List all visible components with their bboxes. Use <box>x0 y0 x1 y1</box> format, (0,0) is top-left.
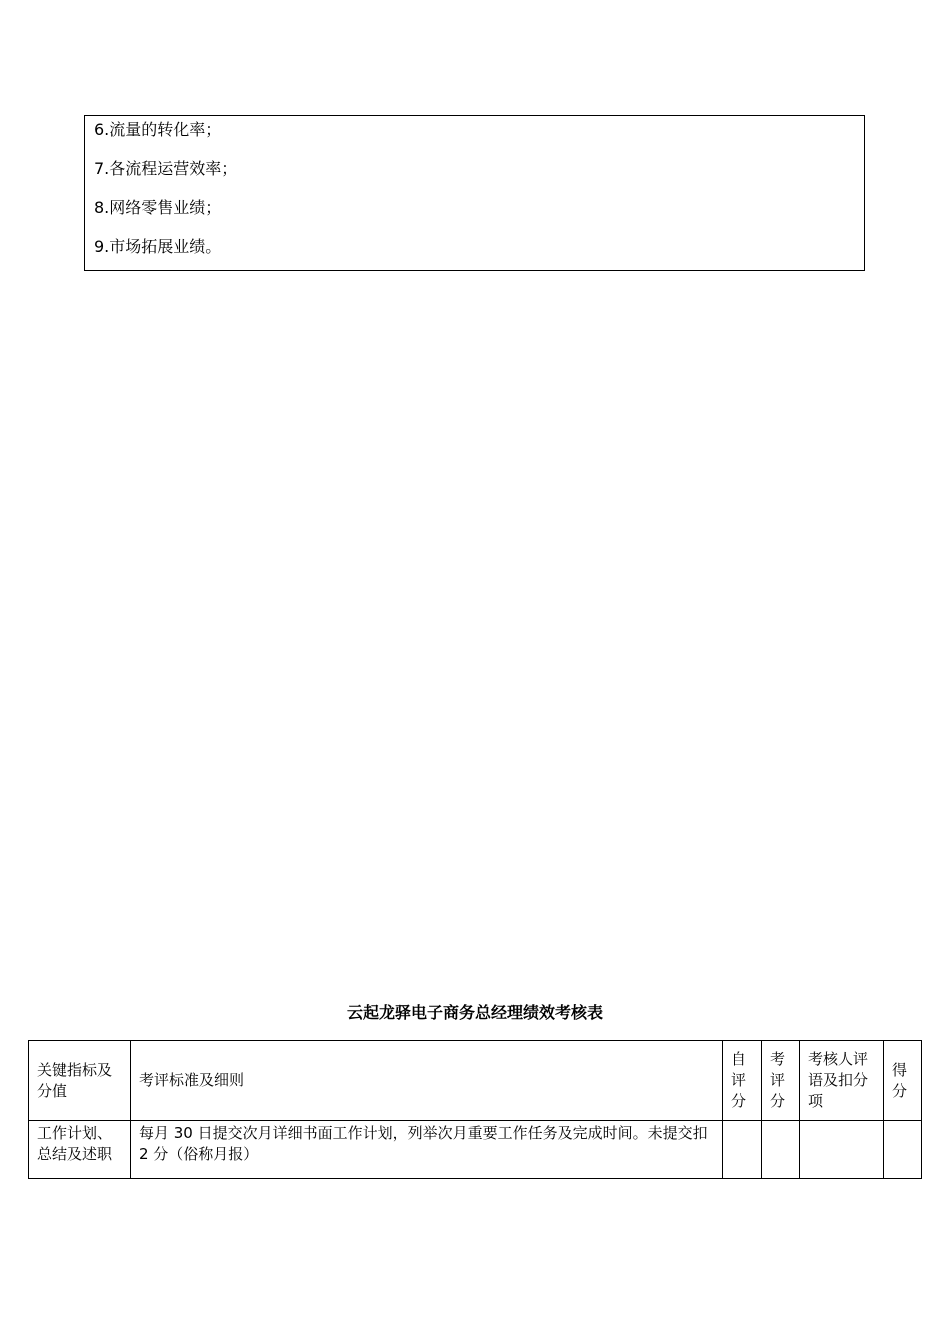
header-review-score: 考评分 <box>762 1041 800 1121</box>
header-kpi: 关键指标及分值 <box>29 1041 131 1121</box>
header-comments: 考核人评语及扣分项 <box>800 1041 884 1121</box>
table-row <box>29 1121 922 1179</box>
cell-self-score[interactable] <box>723 1121 762 1179</box>
cell-kpi: 工作计划、总结及述职 <box>29 1121 131 1179</box>
header-criteria: 考评标准及细则 <box>131 1041 723 1121</box>
list-item: 9.市场拓展业绩。 <box>94 237 222 256</box>
cell-final-score[interactable] <box>884 1121 922 1179</box>
table-title: 云起龙驿电子商务总经理绩效考核表 <box>346 1003 603 1022</box>
list-item: 7.各流程运营效率； <box>94 159 238 178</box>
cell-criteria: 每月 30 日提交次月详细书面工作计划，列举次月重要工作任务及完成时间。未提交扣 2 分（俗称月报） <box>131 1121 723 1179</box>
header-final-score: 得分 <box>884 1041 922 1121</box>
list-item: 6.流量的转化率； <box>94 120 222 139</box>
table-header-row <box>29 1041 922 1121</box>
performance-table <box>28 1040 922 1179</box>
indicator-list-box <box>84 115 865 271</box>
cell-review-score[interactable] <box>762 1121 800 1179</box>
header-self-score: 自评分 <box>723 1041 762 1121</box>
cell-comments[interactable] <box>800 1121 884 1179</box>
list-item: 8.网络零售业绩； <box>94 198 222 217</box>
